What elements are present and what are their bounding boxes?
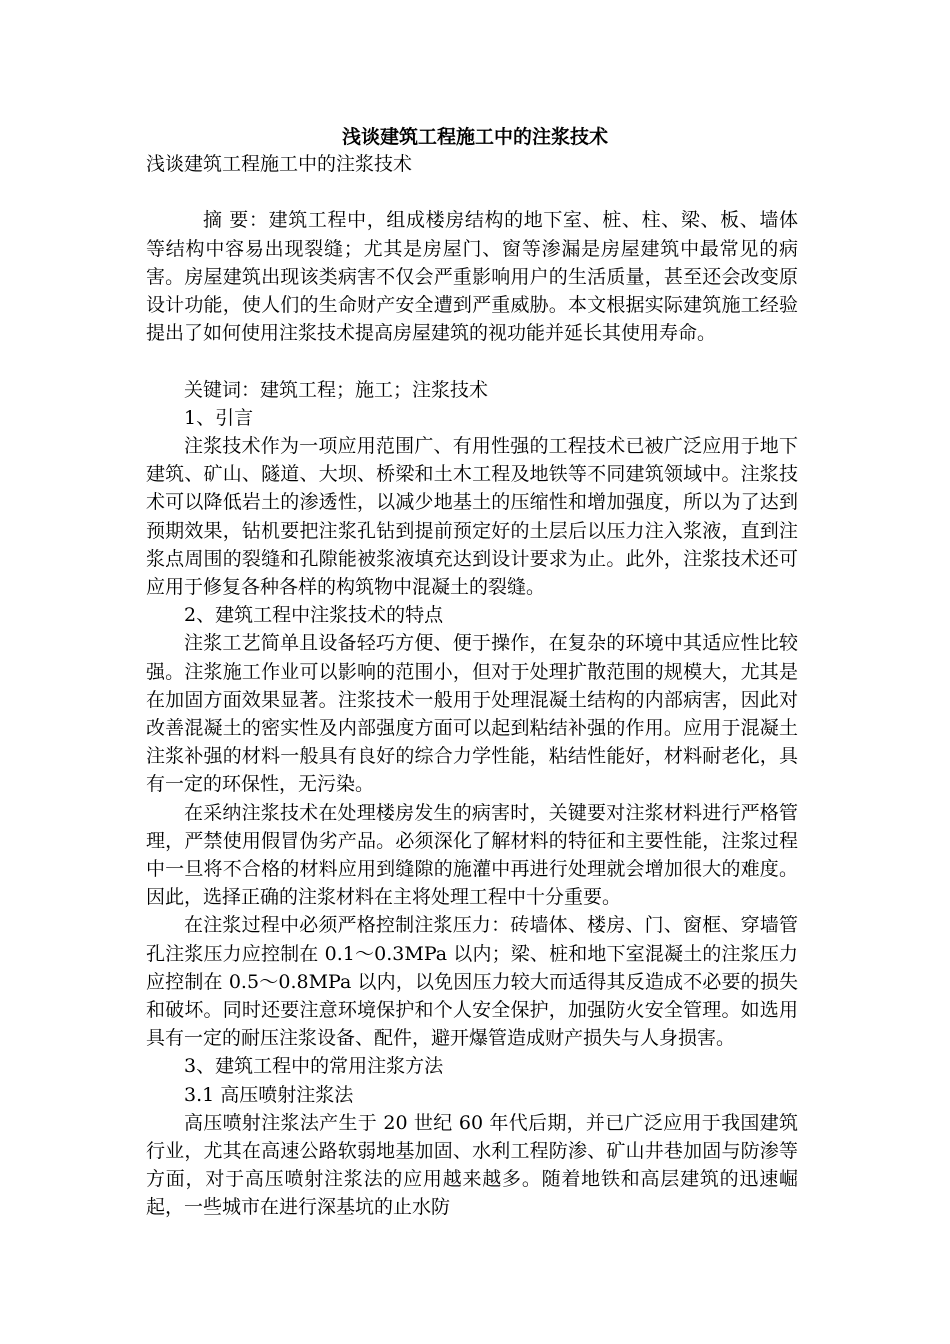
paragraph: 注浆技术作为一项应用范围广、有用性强的工程技术已被广泛应用于地下建筑、矿山、隧道、大坝、桥梁和土木工程及地铁等不同建筑领域中。注浆技术可以降低岩土的渗透性，以减少地基土的压缩性和增加强度，所以为了达到预期效果，钻机要把注浆孔钻到提前预定好的土层后以压力注入浆液，直到注浆点周围的裂缝和孔隙能被浆液填充达到设计要求为止。此外，注浆技术还可应用于修复各种各样的构筑物中混凝土的裂缝。	[146, 435, 798, 599]
blank-line	[146, 178, 798, 206]
paragraph: 在注浆过程中必须严格控制注浆压力：砖墙体、楼房、门、窗框、穿墙管孔注浆压力应控制在 0.1～0.3MPa 以内；梁、桩和地下室混凝土的注浆压力应控制在 0.5～0.8MPa 以内，以免因压力较大而适得其反造成不必要的损失和破坏。同时还要注意环境保护和个人安全保护，加强防火安全管理。如选用具有一定的耐压注浆设备、配件，避开爆管造成财产损失与人身损害。	[146, 914, 798, 1050]
section-heading: 2、建筑工程中注浆技术的特点	[184, 604, 444, 627]
section-heading: 3、建筑工程中的常用注浆方法	[184, 1055, 444, 1078]
document-title: 浅谈建筑工程施工中的注浆技术	[341, 126, 608, 148]
document-body	[146, 150, 798, 1222]
section-heading: 1、引言	[184, 406, 254, 429]
keywords-line: 关键词：建筑工程；施工；注浆技术	[184, 378, 489, 401]
paragraph: 高压喷射注浆法产生于 20 世纪 60 年代后期，并已广泛应用于我国建筑行业，尤其在高速公路软弱地基加固、水利工程防渗、矿山井巷加固与防渗等方面，对于高压喷射注浆法的应用越来越多。随着地铁和高层建筑的迅速崛起，一些城市在进行深基坑的止水防	[146, 1111, 798, 1219]
paragraph: 在采纳注浆技术在处理楼房发生的病害时，关键要对注浆材料进行严格管理，严禁使用假冒伪劣产品。必须深化了解材料的特征和主要性能，注浆过程中一旦将不合格的材料应用到缝隙的施灌中再进行处理就会增加很大的难度。因此，选择正确的注浆材料在主将处理工程中十分重要。	[146, 801, 798, 909]
subsection-heading: 3.1 高压喷射注浆法	[184, 1083, 354, 1106]
document-subtitle: 浅谈建筑工程施工中的注浆技术	[146, 153, 413, 175]
blank-line	[146, 347, 798, 375]
abstract-paragraph: 摘 要：建筑工程中，组成楼房结构的地下室、桩、柱、梁、板、墙体等结构中容易出现裂缝；尤其是房屋门、窗等渗漏是房屋建筑中最常见的病害。房屋建筑出现该类病害不仅会严重影响用户的生活质量，甚至还会改变原设计功能，使人们的生命财产安全遭到严重威胁。本文根据实际建筑施工经验提出了如何使用注浆技术提高房屋建筑的视功能并延长其使用寿命。	[146, 209, 798, 345]
paragraph: 注浆工艺简单且设备轻巧方便、便于操作，在复杂的环境中其适应性比较强。注浆施工作业可以影响的范围小，但对于处理扩散范围的规模大，尤其是在加固方面效果显著。注浆技术一般用于处理混凝土结构的内部病害，因此对改善混凝土的密实性及内部强度方面可以起到粘结补强的作用。应用于混凝土注浆补强的材料一般具有良好的综合力学性能，粘结性能好，材料耐老化，具有一定的环保性，无污染。	[146, 632, 798, 796]
